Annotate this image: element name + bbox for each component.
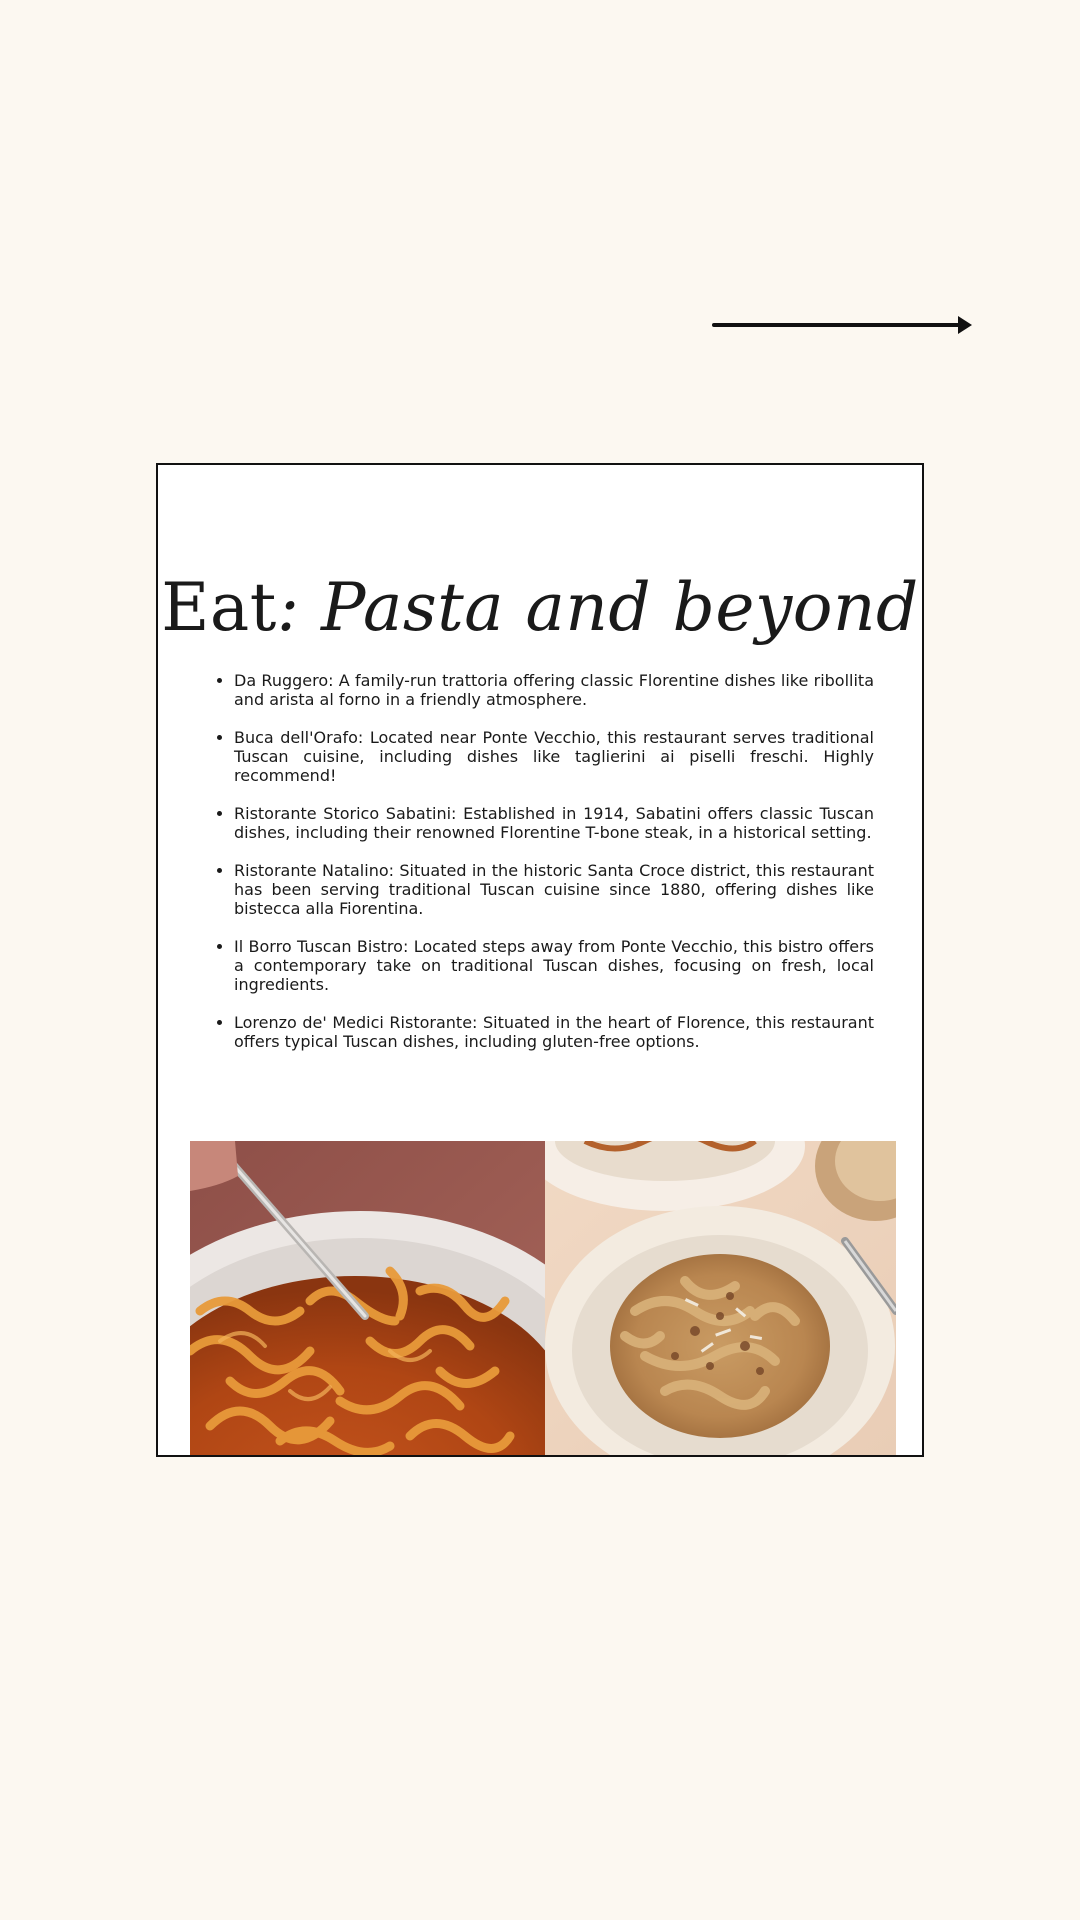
- restaurant-list: [216, 671, 874, 1070]
- pasta-tomato-photo: [190, 1141, 545, 1455]
- list-item: • Ristorante Storico Sabatini: Established in 1914, Sabatini offers classic Tuscan dishes, including their renowned Florentine T-bone steak, in a historical setting.: [234, 804, 874, 842]
- list-item: • Ristorante Natalino: Situated in the historic Santa Croce district, this restaurant has been serving traditional Tuscan cuisine since 1880, offering dishes like bistecca alla Fiorentina.: [234, 861, 874, 918]
- title-italic: Pasta and beyond: [321, 569, 919, 646]
- pappardelle-photo: [545, 1141, 896, 1455]
- title-prefix: Eat: [161, 569, 277, 646]
- content-card: [156, 463, 924, 1457]
- list-item: • Buca dell'Orafo: Located near Ponte Vecchio, this restaurant serves traditional Tuscan cuisine, including dishes like taglierini ai piselli freschi. Highly recommend!: [234, 728, 874, 785]
- arrow-right-icon[interactable]: [712, 313, 974, 337]
- food-photos: [190, 1141, 896, 1455]
- list-item: • Lorenzo de' Medici Ristorante: Situated in the heart of Florence, this restaurant offers typical Tuscan dishes, including gluten-free options.: [234, 1013, 874, 1051]
- page-title: [158, 569, 922, 646]
- list-item: • Da Ruggero: A family-run trattoria offering classic Florentine dishes like ribollita and arista al forno in a friendly atmosphere.: [234, 671, 874, 709]
- list-item: • Il Borro Tuscan Bistro: Located steps away from Ponte Vecchio, this bistro offers a contemporary take on traditional Tuscan dishes, focusing on fresh, local ingredients.: [234, 937, 874, 994]
- title-colon: :: [276, 569, 300, 646]
